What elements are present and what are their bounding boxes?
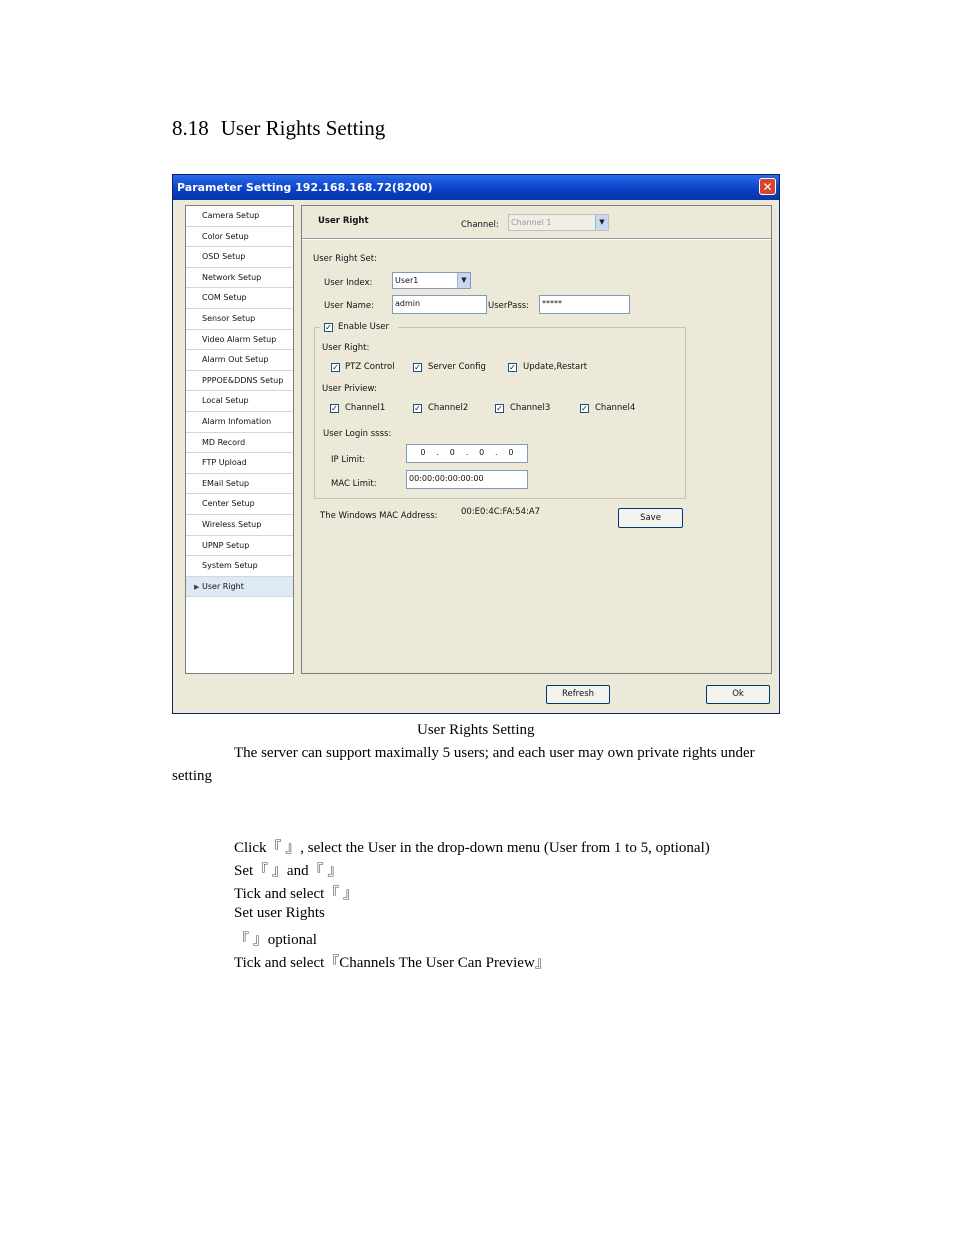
- nav-item-label: MD Record: [202, 437, 246, 447]
- channel1-checkbox[interactable]: ✓: [331, 404, 338, 413]
- enable-user-label: Enable User: [338, 322, 390, 332]
- section-number: 8.18: [172, 116, 209, 140]
- nav-item-label: OSD Setup: [202, 252, 246, 262]
- settings-nav: [185, 205, 294, 674]
- nav-item-label: Alarm Out Setup: [202, 355, 269, 365]
- nav-item-label: Wireless Setup: [202, 519, 262, 529]
- nav-item-system-setup[interactable]: [186, 556, 293, 577]
- user-pass-label: UserPass:: [488, 301, 530, 311]
- ip-octet-3: 0: [479, 448, 485, 457]
- nav-item-email-setup[interactable]: [186, 474, 293, 495]
- parameter-setting-dialog: [172, 174, 780, 714]
- user-name-field[interactable]: admin: [392, 295, 487, 314]
- channel-select[interactable]: [508, 214, 609, 231]
- server-config-label: Server Config: [428, 362, 486, 372]
- ip-dot: .: [495, 448, 498, 457]
- nav-item-com-setup[interactable]: [186, 288, 293, 309]
- nav-item-pppoe-ddns-setup[interactable]: [186, 371, 293, 392]
- user-name-label: User Name:: [324, 301, 375, 311]
- mac-limit-field[interactable]: 00:00:00:00:00:00: [406, 470, 528, 489]
- intro-line-1: The server can support maximally 5 users; and each user may own private rights under: [234, 745, 755, 761]
- channel2-label: Channel2: [428, 403, 469, 413]
- ptz-control-label: PTZ Control: [345, 362, 395, 372]
- nav-item-upnp-setup[interactable]: [186, 536, 293, 557]
- nav-item-video-alarm-setup[interactable]: [186, 330, 293, 351]
- nav-item-sensor-setup[interactable]: [186, 309, 293, 330]
- nav-item-alarm-infomation[interactable]: [186, 412, 293, 433]
- nav-item-label: Center Setup: [202, 499, 255, 509]
- update-restart-checkbox[interactable]: ✓: [509, 363, 516, 372]
- user-right-set-label: User Right Set:: [313, 254, 377, 264]
- user-right-panel: [301, 205, 772, 674]
- step-2: Set『 』and『 』: [234, 863, 343, 879]
- mac-limit-label: MAC Limit:: [331, 479, 377, 489]
- nav-item-user-right[interactable]: [186, 577, 293, 598]
- intro-line-2: setting: [172, 768, 212, 784]
- windows-mac-label: The Windows MAC Address:: [320, 511, 438, 521]
- channel1-label: Channel1: [345, 403, 386, 413]
- step-3: Tick and select『 』: [234, 886, 359, 902]
- nav-item-label: EMail Setup: [202, 478, 250, 488]
- user-index-value: User1: [395, 276, 419, 285]
- nav-item-label: COM Setup: [202, 293, 247, 303]
- nav-item-label: UPNP Setup: [202, 540, 250, 550]
- close-icon[interactable]: ✕: [759, 178, 776, 195]
- user-pass-field[interactable]: *****: [539, 295, 630, 314]
- nav-item-label: System Setup: [202, 561, 258, 571]
- step-5: 『 』optional: [234, 932, 317, 948]
- nav-item-label: FTP Upload: [202, 458, 247, 468]
- ip-limit-label: IP Limit:: [331, 455, 366, 465]
- nav-item-alarm-out-setup[interactable]: [186, 350, 293, 371]
- user-index-select[interactable]: [392, 272, 471, 289]
- refresh-button[interactable]: Refresh: [546, 685, 610, 704]
- ptz-control-checkbox[interactable]: ✓: [332, 363, 339, 372]
- nav-item-wireless-setup[interactable]: [186, 515, 293, 536]
- chevron-right-icon: ▶: [194, 582, 200, 591]
- nav-item-label: Camera Setup: [202, 211, 260, 220]
- nav-item-label: Network Setup: [202, 272, 262, 282]
- channel-label: Channel:: [461, 220, 499, 230]
- nav-item-center-setup[interactable]: [186, 494, 293, 515]
- user-right-label: User Right:: [322, 343, 370, 353]
- nav-item-osd-setup[interactable]: [186, 247, 293, 268]
- nav-item-md-record[interactable]: [186, 433, 293, 454]
- channel4-checkbox[interactable]: ✓: [581, 404, 588, 413]
- server-config-checkbox[interactable]: ✓: [414, 363, 421, 372]
- user-login-label: User Login ssss:: [323, 429, 392, 439]
- nav-item-network-setup[interactable]: [186, 268, 293, 289]
- header-divider: [302, 238, 771, 240]
- settings-nav-list: [186, 206, 293, 597]
- dialog-titlebar: [173, 175, 779, 200]
- nav-item-color-setup[interactable]: [186, 227, 293, 248]
- channel3-checkbox[interactable]: ✓: [496, 404, 503, 413]
- nav-item-camera-setup[interactable]: [186, 206, 293, 227]
- nav-item-label: User Right: [202, 581, 244, 591]
- nav-item-ftp-upload[interactable]: [186, 453, 293, 474]
- chevron-down-icon: ▼: [457, 273, 470, 288]
- section-heading: [172, 116, 385, 141]
- update-restart-label: Update,Restart: [523, 362, 588, 372]
- dialog-title: Parameter Setting 192.168.168.72(8200): [177, 181, 433, 194]
- step-6: Tick and select『Channels The User Can Preview』: [234, 955, 550, 971]
- save-button[interactable]: Save: [618, 508, 683, 528]
- ip-dot: .: [436, 448, 439, 457]
- user-preview-label: User Priview:: [322, 384, 377, 394]
- figure-caption: User Rights Setting: [417, 722, 535, 738]
- panel-header: User Right: [318, 216, 369, 226]
- ip-dot: .: [465, 448, 469, 457]
- windows-mac-value: 00:E0:4C:FA:54:A7: [461, 507, 541, 517]
- nav-item-label: Alarm Infomation: [202, 416, 272, 426]
- nav-item-label: Video Alarm Setup: [202, 334, 277, 344]
- ip-octet-4: 0: [508, 448, 514, 457]
- enable-user-checkbox[interactable]: ✓: [325, 323, 332, 332]
- ip-octet-2: 0: [449, 448, 455, 457]
- channel3-label: Channel3: [510, 403, 551, 413]
- channel4-label: Channel4: [595, 403, 636, 413]
- user-index-label: User Index:: [324, 278, 373, 288]
- step-4: Set user Rights: [234, 905, 325, 921]
- nav-item-label: PPPOE&DDNS Setup: [202, 375, 284, 385]
- section-title: User Rights Setting: [220, 116, 386, 140]
- ip-octet-1: 0: [420, 448, 426, 457]
- nav-item-label: Color Setup: [202, 231, 249, 241]
- channel2-checkbox[interactable]: ✓: [414, 404, 421, 413]
- nav-item-local-setup[interactable]: [186, 391, 293, 412]
- nav-item-label: Local Setup: [202, 396, 249, 406]
- ok-button[interactable]: Ok: [706, 685, 770, 704]
- step-1: Click『 』, select the User in the drop-down menu (User from 1 to 5, optional): [234, 840, 710, 856]
- chevron-down-icon: ▼: [595, 215, 608, 230]
- nav-item-label: Sensor Setup: [202, 313, 256, 323]
- channel-select-value: Channel 1: [511, 218, 552, 227]
- ip-limit-field[interactable]: [406, 444, 528, 463]
